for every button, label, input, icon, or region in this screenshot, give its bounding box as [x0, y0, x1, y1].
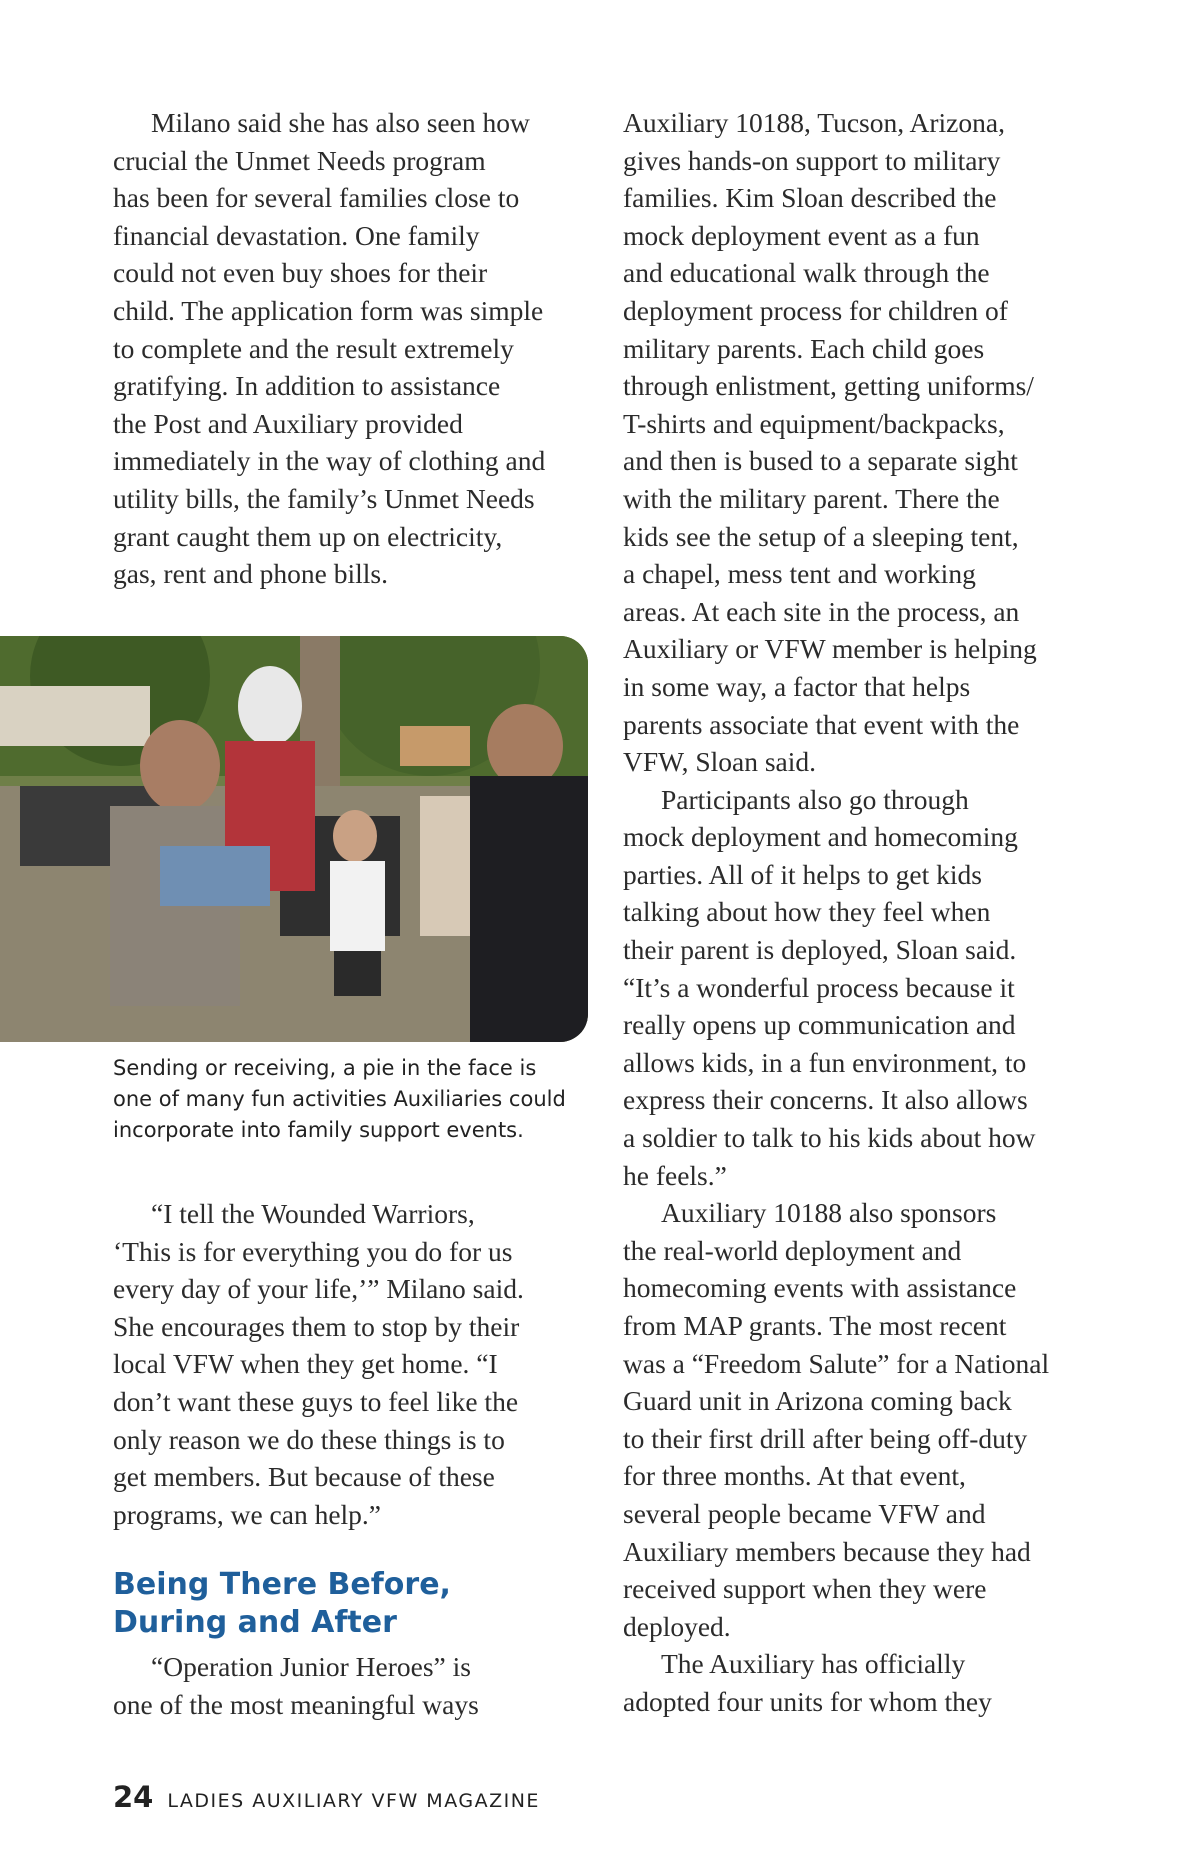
- page-number: 24: [113, 1780, 154, 1814]
- text-line: with the military parent. There the: [623, 482, 1000, 514]
- heading-line: During and After: [113, 1605, 397, 1640]
- text-line: families. Kim Sloan described the: [623, 182, 997, 214]
- text-line: Auxiliary 10188, Tucson, Arizona,: [623, 107, 1005, 138]
- text-line: immediately in the way of clothing and: [113, 445, 546, 477]
- text-line: Auxiliary or VFW member is helping: [623, 633, 1037, 665]
- text-line: “I tell the Wounded Warriors,: [151, 1198, 475, 1229]
- text-line: gas, rent and phone bills.: [113, 558, 388, 590]
- heading-line: Being There Before,: [113, 1567, 451, 1602]
- text-line: parents associate that event with the: [623, 708, 1020, 740]
- text-line: T-shirts and equipment/backpacks,: [623, 407, 1005, 439]
- section-heading: [113, 1566, 593, 1642]
- text-line: ‘This is for everything you do for us: [113, 1235, 513, 1267]
- text-line: kids see the setup of a sleeping tent,: [623, 520, 1019, 552]
- text-line: allows kids, in a fun environment, to: [623, 1046, 1027, 1078]
- article-paragraph-milano: [113, 104, 593, 593]
- text-line: crucial the Unmet Needs program: [113, 144, 486, 176]
- article-paragraph-wounded-warriors: [113, 1195, 593, 1533]
- text-line: Auxiliary members because they had: [623, 1535, 1031, 1567]
- text-line: and educational walk through the: [623, 257, 990, 289]
- text-line: programs, we can help.”: [113, 1498, 382, 1530]
- text-line: child. The application form was simple: [113, 294, 544, 326]
- text-line: their parent is deployed, Sloan said.: [623, 934, 1017, 966]
- caption-line: Sending or receiving, a pie in the face is: [113, 1056, 537, 1080]
- text-line: deployment process for children of: [623, 294, 1008, 326]
- text-line: “It’s a wonderful process because it: [623, 971, 1015, 1003]
- text-line: mock deployment and homecoming: [623, 821, 1018, 853]
- text-line: the real-world deployment and: [623, 1234, 962, 1266]
- text-line: Participants also go through: [661, 783, 969, 815]
- text-line: one of the most meaningful ways: [113, 1688, 479, 1720]
- text-line: really opens up communication and: [623, 1009, 1016, 1041]
- text-line: financial devastation. One family: [113, 219, 480, 251]
- text-line: military parents. Each child goes: [623, 332, 985, 364]
- text-line: The Auxiliary has officially: [661, 1648, 966, 1680]
- text-line: Milano said she has also seen how: [151, 107, 530, 138]
- text-line: has been for several families close to: [113, 182, 520, 214]
- page-footer: [113, 1780, 540, 1816]
- text-line: gratifying. In addition to assistance: [113, 370, 501, 402]
- text-line: deployed.: [623, 1610, 731, 1642]
- event-photo: [0, 636, 588, 1042]
- text-line: Auxiliary 10188 also sponsors: [661, 1197, 997, 1229]
- article-paragraph-junior-heroes: [113, 1648, 593, 1723]
- text-line: for three months. At that event,: [623, 1460, 966, 1492]
- text-line: areas. At each site in the process, an: [623, 595, 1020, 627]
- text-line: mock deployment event as a fun: [623, 219, 980, 251]
- text-line: only reason we do these things is to: [113, 1423, 505, 1455]
- text-line: adopted four units for whom they: [623, 1685, 992, 1717]
- text-line: gives hands-on support to military: [623, 144, 1001, 176]
- text-line: a chapel, mess tent and working: [623, 558, 976, 590]
- text-line: every day of your life,’” Milano said.: [113, 1273, 524, 1305]
- caption-line: one of many fun activities Auxiliaries could: [113, 1087, 566, 1111]
- photo-caption: [113, 1053, 593, 1146]
- text-line: from MAP grants. The most recent: [623, 1310, 1007, 1341]
- text-line: and then is bused to a separate sight: [623, 445, 1018, 477]
- text-line: talking about how they feel when: [623, 896, 991, 928]
- caption-line: incorporate into family support events.: [113, 1118, 524, 1142]
- text-line: express their concerns. It also allows: [623, 1084, 1028, 1116]
- text-line: local VFW when they get home. “I: [113, 1348, 498, 1380]
- text-line: in some way, a factor that helps: [623, 670, 971, 702]
- text-line: don’t want these guys to feel like the: [113, 1385, 519, 1417]
- text-line: parties. All of it helps to get kids: [623, 858, 982, 890]
- text-line: through enlistment, getting uniforms/: [623, 370, 1034, 402]
- photo-illustration: [0, 636, 588, 1042]
- text-line: the Post and Auxiliary provided: [113, 407, 463, 439]
- text-line: homecoming events with assistance: [623, 1272, 1017, 1304]
- text-line: several people became VFW and: [623, 1497, 986, 1529]
- text-line: grant caught them up on electricity,: [113, 520, 503, 552]
- text-line: Guard unit in Arizona coming back: [623, 1385, 1012, 1417]
- text-line: get members. But because of these: [113, 1461, 495, 1493]
- text-line: to complete and the result extremely: [113, 332, 514, 364]
- text-line: utility bills, the family’s Unmet Needs: [113, 482, 535, 514]
- text-line: was a “Freedom Salute” for a National: [623, 1347, 1050, 1379]
- text-line: to their first drill after being off-duty: [623, 1422, 1028, 1454]
- text-line: could not even buy shoes for their: [113, 257, 488, 289]
- text-line: he feels.”: [623, 1159, 727, 1191]
- text-line: She encourages them to stop by their: [113, 1310, 520, 1342]
- text-line: VFW, Sloan said.: [623, 746, 817, 778]
- magazine-name: LADIES AUXILIARY VFW MAGAZINE: [167, 1790, 540, 1812]
- text-line: a soldier to talk to his kids about how: [623, 1122, 1036, 1154]
- text-line: received support when they were: [623, 1573, 987, 1605]
- text-line: “Operation Junior Heroes” is: [151, 1651, 471, 1682]
- right-column: [623, 104, 1113, 1721]
